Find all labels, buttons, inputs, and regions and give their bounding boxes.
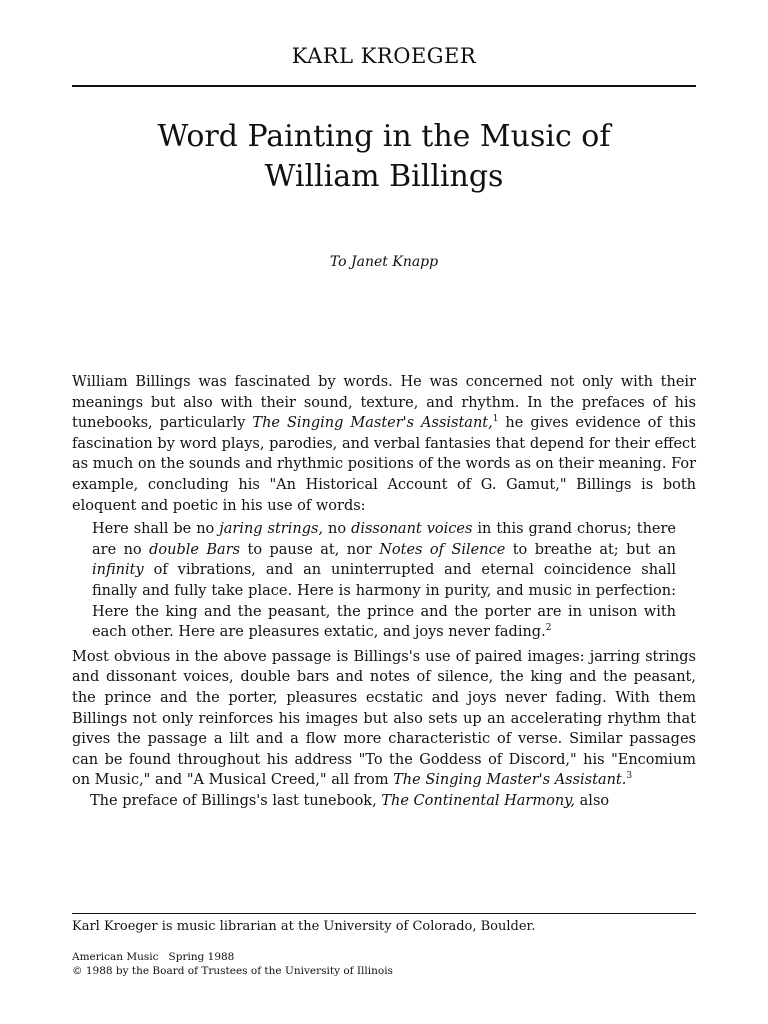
journal-info <box>72 950 696 978</box>
text-run: no <box>323 521 352 538</box>
paragraph-3 <box>72 791 696 812</box>
footnote-rule <box>72 913 696 914</box>
text-run: also <box>575 792 610 809</box>
header-rule <box>72 85 696 87</box>
text-run: Here shall be no <box>92 521 220 538</box>
title-line-2: William Billings <box>264 159 504 194</box>
italic-title: The Singing Master's Assistant. <box>393 772 627 789</box>
italic-title: The Singing Master's Assistant, <box>252 415 493 432</box>
footnote-ref-1: 1 <box>492 414 499 425</box>
dedication: To Janet Knapp <box>329 254 439 270</box>
text-run: The preface of Billings's last tunebook, <box>90 792 382 809</box>
author-note: Karl Kroeger is music librarian at the University of Colorado, Boulder. <box>72 919 536 934</box>
copyright-line: © 1988 by the Board of Trustees of the University of Illinois <box>72 965 393 977</box>
author-name: KARL KROEGER <box>291 44 477 68</box>
text-run: to breathe at; but an <box>505 541 676 558</box>
text-run: William Billings was fascinated by words. He was concerned not only with their meanings but also with their sound, texture, and rhythm. In the prefaces of his tunebooks, particularly <box>72 374 696 432</box>
italic-phrase: dissonant voices <box>351 521 473 538</box>
italic-phrase: infinity <box>92 562 144 579</box>
text-run: in this grand chorus; there are no <box>92 521 676 558</box>
block-quote <box>92 519 676 643</box>
italic-phrase: jaring strings, <box>219 521 324 538</box>
italic-phrase: double Bars <box>149 541 241 558</box>
text-run: Most obvious in the above passage is Billings's use of paired images: jarring strings and dissonant voices, double bars and notes of silence, the king and the peasant, the prince and the porter, pleasures ecstatic and joys never fading. With them Billings not only reinforces his images but also sets up an accelerating rhythm that gives the passage a lilt and a flow more characteristic of verse. Similar passages can be found throughout his address "To the Goddess of Discord," his "Encomium on Music," and "A Musical Creed," all from <box>72 648 696 789</box>
text-run: of vibrations, and an uninterrupted and eternal coincidence shall finally and fully take place. Here is harmony in purity, and music in perfection: Here the king and the peasant, the prince and the porter are in unison with each other. Here are pleasures extatic, and joys never fading. <box>92 562 676 641</box>
text-run: he gives evidence of this fascination by word plays, parodies, and verbal fantasies that depend for their effect as much on the sounds and rhythmic positions of the words as on their meaning. For example, concluding his "An Historical Account of G. Gamut," Billings is both eloquent and poetic in his use of words: <box>72 415 696 514</box>
paragraph-2 <box>72 647 696 791</box>
article-body <box>72 372 696 811</box>
footnote-ref-2: 2 <box>545 623 552 634</box>
text-run: to pause at, nor <box>240 541 380 558</box>
italic-title: The Continental Harmony, <box>381 792 576 809</box>
italic-phrase: Notes of Silence <box>379 541 506 558</box>
footnote-ref-3: 3 <box>626 771 633 782</box>
paragraph-1 <box>72 372 696 516</box>
journal-issue: American Music Spring 1988 <box>72 951 235 963</box>
article-title <box>72 117 696 197</box>
title-line-1: Word Painting in the Music of <box>157 119 611 154</box>
